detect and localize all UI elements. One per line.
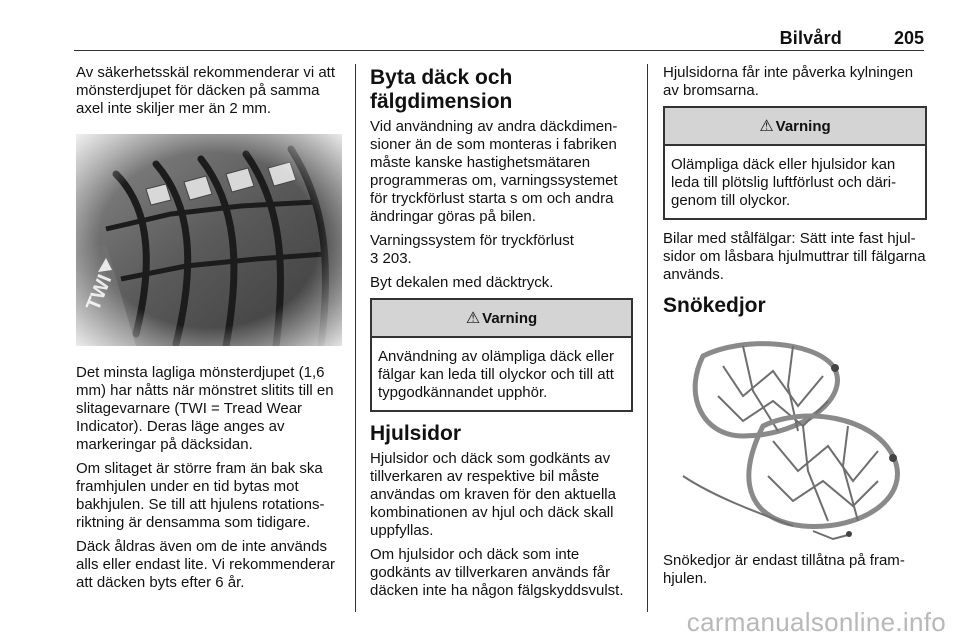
paragraph-snow-chains-front: Snökedjor är endast tillåtna på framhjulen.: [663, 552, 905, 587]
warning-body: Användning av olämpliga däck eller fälgar kan leda till olyckor och till att typgodkännandet upphör.: [378, 348, 614, 401]
header-rule: [74, 50, 924, 51]
paragraph-sticker: Byt dekalen med däcktryck.: [370, 274, 554, 291]
reference-page-link[interactable]: 3 203.: [370, 250, 412, 267]
warning-title: Varning: [482, 309, 538, 327]
heading-tyre-change: Byta däck och fälgdimension: [370, 66, 513, 113]
heading-snow-chains: Snökedjor: [663, 294, 766, 317]
page-header: [0, 0, 960, 58]
warning-box-wheel-covers: [663, 106, 927, 220]
reference-text: Varningssystem för tryckförlust: [370, 232, 574, 249]
heading-wheel-covers: Hjulsidor: [370, 422, 462, 445]
paragraph-brake-cooling: Hjulsidorna får inte påverka kylningen av bromsarna.: [663, 64, 914, 99]
warning-triangle-icon: ⚠: [759, 118, 774, 135]
warning-body: Olämpliga däck eller hjulsidor kan leda till plötslig luftförlust och därigenom till olyckor.: [671, 156, 897, 209]
paragraph-wheel-covers-approval: Hjulsidor och däck som godkänts av tillverkaren av respektive bil måste användas om kraven för den aktuella kombinationen av hjul och däck skall uppfyllas.: [370, 450, 616, 539]
warning-header: [665, 108, 925, 146]
column-1: [76, 64, 342, 598]
paragraph-wheel-covers-rim: Om hjulsidor och däck som inte godkänts av tillverkaren används får däcken inte ha någon fälgskyddsvulst.: [370, 546, 624, 599]
column-divider-2: [647, 64, 648, 612]
paragraph-tyre-age: Däck åldras även om de inte används alls eller endast lite. Vi rekommenderar att däcken byts efter 6 år.: [76, 538, 336, 591]
tyre-tread-illustration: [76, 134, 342, 346]
warning-header: [372, 300, 631, 338]
column-divider-1: [355, 64, 356, 612]
page-number: 205: [893, 28, 924, 48]
paragraph-steel-rims: Bilar med stålfälgar: Sätt inte fast hjulsidor om låsbara hjulmuttrar till fälgarna används.: [663, 230, 926, 283]
paragraph-wheel-rotation: Om slitaget är större fram än bak ska framhjulen under en tid bytas mot bakhjulen. Se till att hjulens rotationsriktning är densamma som tidigare.: [76, 460, 325, 531]
watermark: carmanualsonline.info: [686, 607, 946, 637]
column-3: [663, 64, 927, 594]
section-name: Bilvård: [779, 28, 842, 48]
intro-paragraph: Av säkerhetsskäl rekommenderar vi att mönsterdjupet för däcken på samma axel inte skiljer mer än 2 mm.: [76, 64, 335, 117]
warning-triangle-icon: ⚠: [465, 310, 481, 327]
column-2: [370, 64, 633, 606]
cross-reference: [370, 232, 633, 268]
warning-box-tyres: [370, 298, 633, 412]
paragraph-tyre-dimensions: Vid användning av andra däckdimensioner än de som monteras i fabriken måste kanske hastighetsmätaren programmeras om, varningssystemet för tryckförlust starta s om och andra ändringar göras på bilen.: [370, 118, 618, 225]
paragraph-tread-depth: Det minsta lagliga mönsterdjupet (1,6 mm) har nåtts när mönstret slitits till en slitagevarnare (TWI = Tread Wear Indicator). Deras läge anges av markeringar på däcksidan.: [76, 364, 334, 453]
snow-chain-illustration: [663, 326, 925, 542]
warning-title: Varning: [775, 117, 831, 135]
